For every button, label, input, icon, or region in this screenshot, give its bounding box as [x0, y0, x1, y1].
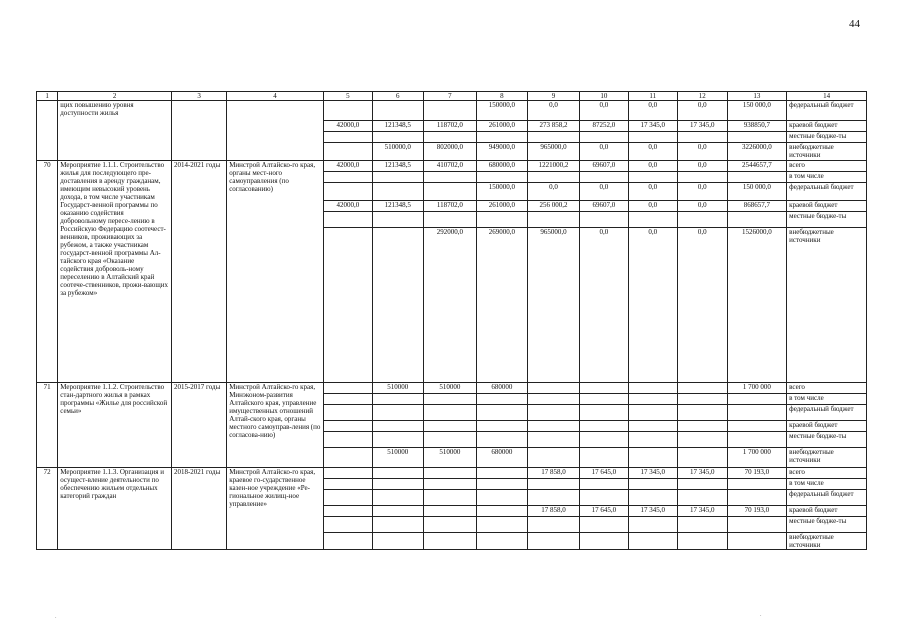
amount-cell: 3226000,0 [727, 143, 787, 161]
amount-cell [677, 132, 727, 143]
amount-cell [677, 479, 727, 490]
funding-source: всего [787, 468, 867, 479]
amount-cell: 273 858,2 [527, 121, 579, 132]
col-number: 12 [677, 92, 727, 101]
amount-cell [579, 172, 628, 183]
row-number: 72 [37, 468, 58, 550]
budget-table [36, 91, 867, 550]
col-number: 7 [423, 92, 476, 101]
period-years: 2015-2017 годы [171, 383, 226, 468]
amount-cell [372, 421, 423, 432]
amount-cell [527, 490, 579, 506]
period-years [171, 101, 226, 161]
funding-source: краевой бюджет [787, 121, 867, 132]
amount-cell [323, 517, 372, 533]
amount-cell [372, 228, 423, 383]
amount-cell: 410702,0 [423, 161, 476, 172]
amount-cell [323, 405, 372, 421]
amount-cell: 0,0 [628, 161, 677, 172]
amount-cell [372, 101, 423, 121]
amount-cell: 0,0 [579, 183, 628, 201]
amount-cell [628, 421, 677, 432]
amount-cell [423, 394, 476, 405]
amount-cell [323, 468, 372, 479]
amount-cell [476, 432, 527, 448]
amount-cell: 510000,0 [372, 143, 423, 161]
amount-cell [579, 517, 628, 533]
funding-source: в том числе [787, 172, 867, 183]
amount-cell [527, 421, 579, 432]
amount-cell: 69607,0 [579, 201, 628, 212]
amount-cell: 0,0 [579, 228, 628, 383]
amount-cell: 0,0 [677, 101, 727, 121]
amount-cell: 0,0 [628, 183, 677, 201]
amount-cell [527, 394, 579, 405]
amount-cell [372, 132, 423, 143]
funding-source: внебюджетные источники [787, 228, 867, 383]
amount-cell [579, 490, 628, 506]
amount-cell [527, 533, 579, 550]
table-row [37, 161, 867, 172]
col-number: 10 [579, 92, 628, 101]
amount-cell: 42000,0 [323, 161, 372, 172]
amount-cell: 802000,0 [423, 143, 476, 161]
amount-cell [677, 432, 727, 448]
amount-cell: 42000,0 [323, 121, 372, 132]
amount-cell [423, 172, 476, 183]
amount-cell [727, 533, 787, 550]
funding-source: федеральный бюджет [787, 101, 867, 121]
amount-cell: 965000,0 [527, 228, 579, 383]
amount-cell: 0,0 [527, 101, 579, 121]
funding-source: федеральный бюджет [787, 405, 867, 421]
amount-cell [727, 432, 787, 448]
amount-cell [628, 479, 677, 490]
amount-cell: 256 000,2 [527, 201, 579, 212]
amount-cell: 680000,0 [476, 161, 527, 172]
amount-cell [423, 183, 476, 201]
amount-cell [423, 212, 476, 228]
amount-cell [323, 212, 372, 228]
col-number: 9 [527, 92, 579, 101]
amount-cell [677, 421, 727, 432]
amount-cell [372, 172, 423, 183]
amount-cell [677, 517, 727, 533]
amount-cell: 938850,7 [727, 121, 787, 132]
amount-cell [677, 405, 727, 421]
amount-cell: 42000,0 [323, 201, 372, 212]
amount-cell: 261000,0 [476, 121, 527, 132]
amount-cell: 510000 [423, 383, 476, 394]
amount-cell [527, 132, 579, 143]
amount-cell [476, 132, 527, 143]
amount-cell [323, 383, 372, 394]
amount-cell [628, 533, 677, 550]
col-number: 8 [476, 92, 527, 101]
amount-cell [423, 490, 476, 506]
amount-cell [323, 101, 372, 121]
amount-cell [323, 421, 372, 432]
amount-cell [628, 448, 677, 468]
amount-cell: 1526000,0 [727, 228, 787, 383]
amount-cell: 510000 [423, 448, 476, 468]
amount-cell [476, 506, 527, 517]
amount-cell: 150 000,0 [727, 101, 787, 121]
amount-cell [527, 212, 579, 228]
amount-cell [579, 212, 628, 228]
amount-cell [727, 479, 787, 490]
amount-cell [727, 517, 787, 533]
amount-cell: 17 345,0 [628, 121, 677, 132]
amount-cell [476, 212, 527, 228]
amount-cell [423, 517, 476, 533]
amount-cell [476, 421, 527, 432]
amount-cell [579, 132, 628, 143]
amount-cell [677, 533, 727, 550]
amount-cell: 150 000,0 [727, 183, 787, 201]
amount-cell [476, 405, 527, 421]
amount-cell: 0,0 [527, 183, 579, 201]
amount-cell: 1221000,2 [527, 161, 579, 172]
amount-cell: 261000,0 [476, 201, 527, 212]
measure-name: Мероприятие 1.1.3. Организация и осущест-вление деятельности по обеспечению жильем отдельных категорий граждан [58, 468, 172, 550]
amount-cell [423, 405, 476, 421]
amount-cell [628, 517, 677, 533]
table-row [37, 468, 867, 479]
amount-cell [628, 212, 677, 228]
amount-cell: 0,0 [628, 143, 677, 161]
amount-cell: 680000 [476, 383, 527, 394]
funding-source: федеральный бюджет [787, 183, 867, 201]
executor [227, 101, 324, 161]
amount-cell: 510000 [372, 448, 423, 468]
amount-cell [372, 490, 423, 506]
amount-cell: 680000 [476, 448, 527, 468]
col-number: 14 [787, 92, 867, 101]
amount-cell [527, 432, 579, 448]
amount-cell: 150000,0 [476, 183, 527, 201]
column-number-row [37, 92, 867, 101]
amount-cell [677, 490, 727, 506]
amount-cell: 121348,5 [372, 201, 423, 212]
amount-cell: 69607,0 [579, 161, 628, 172]
amount-cell [579, 405, 628, 421]
measure-name: Мероприятие 1.1.1. Строительство жилья для последующего пре-доставления в аренду гражданам, имеющим невысокий уровень дохода, в том числе участникам Государст-венной программы по оказанию содействия добровольному пересе-лению в Российскую Федерацию соотечест-венников, проживающих за рубежом, а также участникам государст-венной программы Ал-тайского края «Оказание содействия доброволь-ному переселению в Алтайский край соотече-ственников, прожи-вающих за рубежом» [58, 161, 172, 383]
amount-cell [423, 421, 476, 432]
amount-cell [628, 172, 677, 183]
amount-cell: 0,0 [579, 101, 628, 121]
page-number: 44 [849, 18, 860, 30]
amount-cell [372, 533, 423, 550]
row-number: 70 [37, 161, 58, 383]
amount-cell: 292000,0 [423, 228, 476, 383]
amount-cell [423, 533, 476, 550]
amount-cell [323, 228, 372, 383]
amount-cell [476, 172, 527, 183]
amount-cell: 121348,5 [372, 161, 423, 172]
amount-cell [323, 533, 372, 550]
amount-cell: 17 645,0 [579, 506, 628, 517]
amount-cell [423, 432, 476, 448]
amount-cell [323, 506, 372, 517]
table-row [37, 383, 867, 394]
row-number: 71 [37, 383, 58, 468]
amount-cell: 868657,7 [727, 201, 787, 212]
amount-cell: 17 645,0 [579, 468, 628, 479]
amount-cell [727, 212, 787, 228]
amount-cell [476, 479, 527, 490]
amount-cell [423, 132, 476, 143]
funding-source: всего [787, 161, 867, 172]
amount-cell [677, 394, 727, 405]
amount-cell [579, 421, 628, 432]
amount-cell [677, 172, 727, 183]
measure-name: щих повышению уровня доступности жилья [58, 101, 172, 161]
amount-cell [372, 212, 423, 228]
amount-cell [372, 517, 423, 533]
amount-cell [323, 479, 372, 490]
amount-cell [423, 468, 476, 479]
amount-cell: 118702,0 [423, 201, 476, 212]
col-number: 11 [628, 92, 677, 101]
amount-cell [476, 394, 527, 405]
amount-cell [628, 383, 677, 394]
funding-source: внебюджетные источники [787, 143, 867, 161]
measure-name: Мероприятие 1.1.2. Строительство стан-дартного жилья в рамках программы «Жилье для российской семьи» [58, 383, 172, 468]
funding-source: местные бюдже-ты [787, 432, 867, 448]
col-number: 2 [58, 92, 172, 101]
funding-source: внебюджетные источники [787, 448, 867, 468]
amount-cell: 150000,0 [476, 101, 527, 121]
amount-cell: 510000 [372, 383, 423, 394]
funding-source: краевой бюджет [787, 506, 867, 517]
col-number: 3 [171, 92, 226, 101]
amount-cell [727, 394, 787, 405]
scan-speck: . [55, 614, 57, 620]
amount-cell: 0,0 [628, 201, 677, 212]
amount-cell: 70 193,0 [727, 468, 787, 479]
budget-table-sheet [36, 91, 867, 550]
amount-cell [579, 383, 628, 394]
amount-cell [372, 405, 423, 421]
funding-source: федеральный бюджет [787, 490, 867, 506]
amount-cell: 0,0 [677, 183, 727, 201]
amount-cell: 17 858,0 [527, 468, 579, 479]
amount-cell: 2544657,7 [727, 161, 787, 172]
funding-source: краевой бюджет [787, 421, 867, 432]
amount-cell [372, 394, 423, 405]
funding-source: местные бюдже-ты [787, 132, 867, 143]
amount-cell: 0,0 [677, 143, 727, 161]
amount-cell: 17 345,0 [628, 506, 677, 517]
table-body [37, 92, 867, 550]
amount-cell: 17 345,0 [677, 468, 727, 479]
amount-cell [476, 468, 527, 479]
amount-cell [423, 506, 476, 517]
amount-cell: 70 193,0 [727, 506, 787, 517]
amount-cell [527, 448, 579, 468]
amount-cell: 1 700 000 [727, 383, 787, 394]
amount-cell [677, 383, 727, 394]
amount-cell: 17 345,0 [677, 506, 727, 517]
amount-cell: 17 345,0 [677, 121, 727, 132]
amount-cell [476, 533, 527, 550]
amount-cell [579, 479, 628, 490]
amount-cell [579, 394, 628, 405]
funding-source: местные бюдже-ты [787, 212, 867, 228]
amount-cell [323, 143, 372, 161]
amount-cell [372, 432, 423, 448]
amount-cell [372, 183, 423, 201]
amount-cell: 0,0 [677, 161, 727, 172]
amount-cell [323, 132, 372, 143]
amount-cell [628, 132, 677, 143]
amount-cell: 121348,5 [372, 121, 423, 132]
col-number: 1 [37, 92, 58, 101]
amount-cell [476, 517, 527, 533]
executor: Минстрой Алтайско-го края, краевое го-сударственное казен-ное учреждение «Ре-гиональное жилищ-ное управление» [227, 468, 324, 550]
amount-cell [527, 517, 579, 533]
amount-cell: 949000,0 [476, 143, 527, 161]
amount-cell [727, 405, 787, 421]
amount-cell: 17 858,0 [527, 506, 579, 517]
amount-cell [727, 132, 787, 143]
amount-cell [727, 490, 787, 506]
amount-cell: 0,0 [677, 228, 727, 383]
amount-cell [323, 490, 372, 506]
funding-source: в том числе [787, 479, 867, 490]
funding-source: краевой бюджет [787, 201, 867, 212]
amount-cell: 0,0 [628, 101, 677, 121]
amount-cell [628, 432, 677, 448]
amount-cell: 0,0 [579, 143, 628, 161]
amount-cell [423, 479, 476, 490]
amount-cell [628, 394, 677, 405]
col-number: 13 [727, 92, 787, 101]
executor: Минстрой Алтайско-го края, органы мест-ного самоуправления (по согласованию) [227, 161, 324, 383]
amount-cell: 118702,0 [423, 121, 476, 132]
amount-cell: 1 700 000 [727, 448, 787, 468]
scan-speck: . [760, 612, 762, 618]
col-number: 6 [372, 92, 423, 101]
amount-cell [476, 490, 527, 506]
amount-cell [677, 448, 727, 468]
amount-cell [323, 448, 372, 468]
amount-cell [323, 183, 372, 201]
amount-cell: 17 345,0 [628, 468, 677, 479]
amount-cell [323, 394, 372, 405]
amount-cell: 87252,0 [579, 121, 628, 132]
amount-cell [527, 405, 579, 421]
row-number [37, 101, 58, 161]
amount-cell [323, 172, 372, 183]
amount-cell [579, 448, 628, 468]
amount-cell [628, 405, 677, 421]
amount-cell [372, 468, 423, 479]
amount-cell: 269000,0 [476, 228, 527, 383]
funding-source: местные бюдже-ты [787, 517, 867, 533]
amount-cell [372, 479, 423, 490]
period-years: 2018-2021 годы [171, 468, 226, 550]
amount-cell [527, 383, 579, 394]
amount-cell [372, 506, 423, 517]
amount-cell [579, 533, 628, 550]
amount-cell [323, 432, 372, 448]
amount-cell [727, 421, 787, 432]
funding-source: в том числе [787, 394, 867, 405]
period-years: 2014-2021 годы [171, 161, 226, 383]
table-row [37, 101, 867, 121]
col-number: 5 [323, 92, 372, 101]
amount-cell [579, 432, 628, 448]
amount-cell [628, 490, 677, 506]
amount-cell [727, 172, 787, 183]
amount-cell [527, 479, 579, 490]
executor: Минстрой Алтайско-го края, Минэконом-развития Алтайского края, управление имущественных отношений Алтай-ского края, органы местного самоуправ-ления (по согласова-нию) [227, 383, 324, 468]
amount-cell [423, 101, 476, 121]
amount-cell [527, 172, 579, 183]
amount-cell [677, 212, 727, 228]
funding-source: всего [787, 383, 867, 394]
col-number: 4 [227, 92, 324, 101]
amount-cell: 0,0 [677, 201, 727, 212]
amount-cell: 965000,0 [527, 143, 579, 161]
amount-cell: 0,0 [628, 228, 677, 383]
funding-source: внебюджетные источники [787, 533, 867, 550]
